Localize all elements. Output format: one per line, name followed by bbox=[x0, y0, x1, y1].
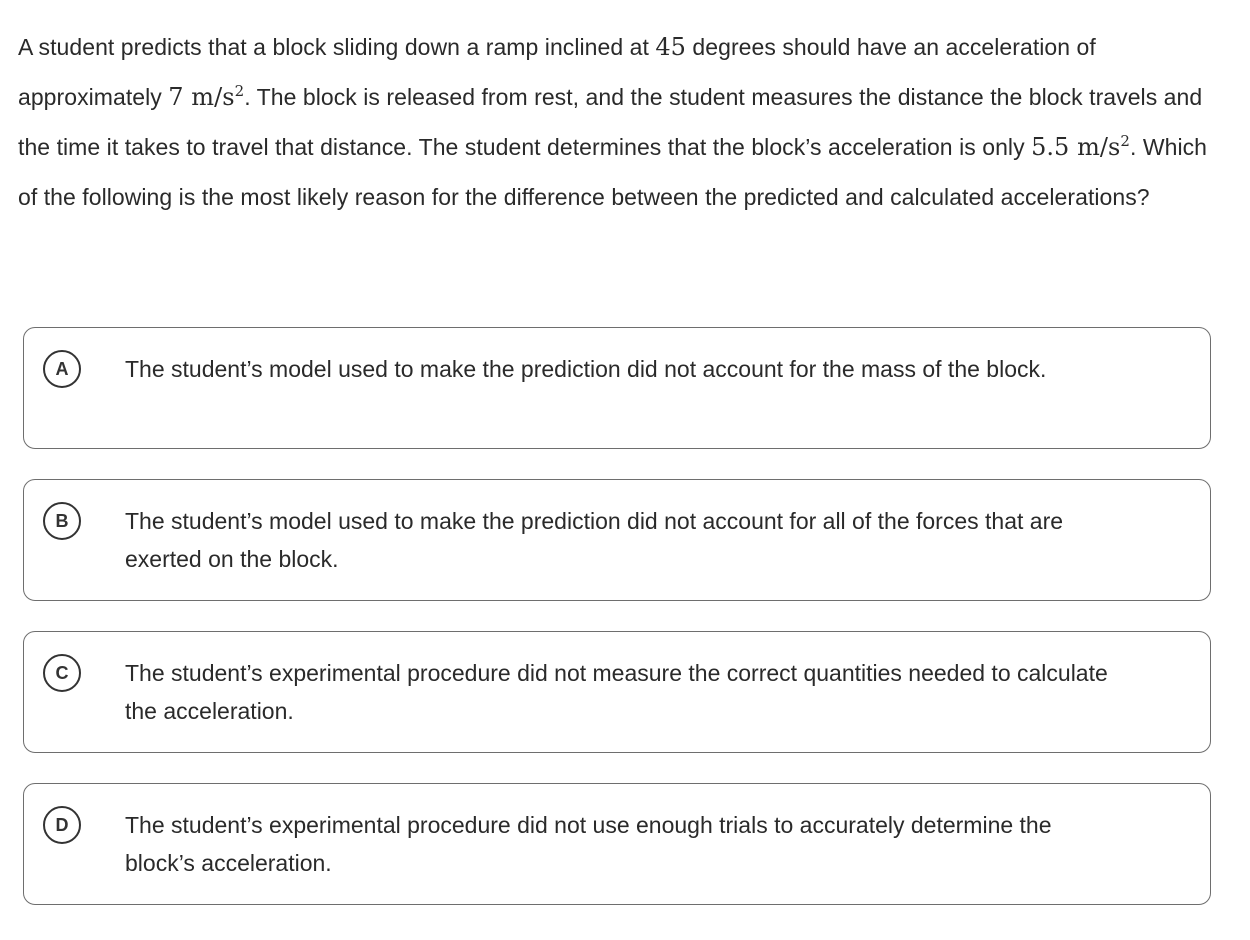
predicted-value: 7 bbox=[168, 83, 184, 111]
measured-acceleration bbox=[1031, 133, 1130, 161]
choice-d-text: The student’s experimental procedure did not use enough trials to accurately determine the block’s acceleration. bbox=[125, 812, 1052, 876]
question-text-3: . The block is released from rest, and the student measures the distance the block travels and the time it takes to travel that distance. The student determines that the block’s acceleration is only bbox=[18, 84, 1203, 160]
choice-b-letter: B bbox=[43, 502, 81, 540]
answer-choices bbox=[23, 327, 1211, 935]
angle-value: 45 bbox=[655, 33, 686, 61]
choice-d[interactable] bbox=[23, 783, 1211, 905]
choice-b-text: The student’s model used to make the prediction did not account for all of the forces that are exerted on the block. bbox=[125, 508, 1064, 572]
question-text-2: degrees should have an acceleration of approximately bbox=[18, 34, 1096, 110]
choice-a-text: The student’s model used to make the prediction did not account for the mass of the block. bbox=[125, 356, 1047, 382]
predicted-unit-exponent: 2 bbox=[234, 82, 245, 100]
question-text-4: . Which of the following is the most likely reason for the difference between the predicted and calculated accelerations? bbox=[18, 134, 1208, 210]
choice-c-text: The student’s experimental procedure did not measure the correct quantities needed to calculate the acceleration. bbox=[125, 660, 1108, 724]
measured-unit: m/s bbox=[1077, 133, 1121, 161]
question-text-1: A student predicts that a block sliding down a ramp inclined at bbox=[18, 34, 656, 60]
choice-a[interactable] bbox=[23, 327, 1211, 449]
predicted-acceleration bbox=[168, 83, 244, 111]
choice-d-letter: D bbox=[43, 806, 81, 844]
choice-c-letter: C bbox=[43, 654, 81, 692]
choice-c[interactable] bbox=[23, 631, 1211, 753]
question-stem bbox=[18, 22, 1230, 222]
measured-value: 5.5 bbox=[1031, 133, 1070, 161]
choice-b[interactable] bbox=[23, 479, 1211, 601]
choice-a-letter: A bbox=[43, 350, 81, 388]
measured-unit-exponent: 2 bbox=[1120, 132, 1130, 150]
predicted-unit: m/s bbox=[191, 83, 235, 111]
